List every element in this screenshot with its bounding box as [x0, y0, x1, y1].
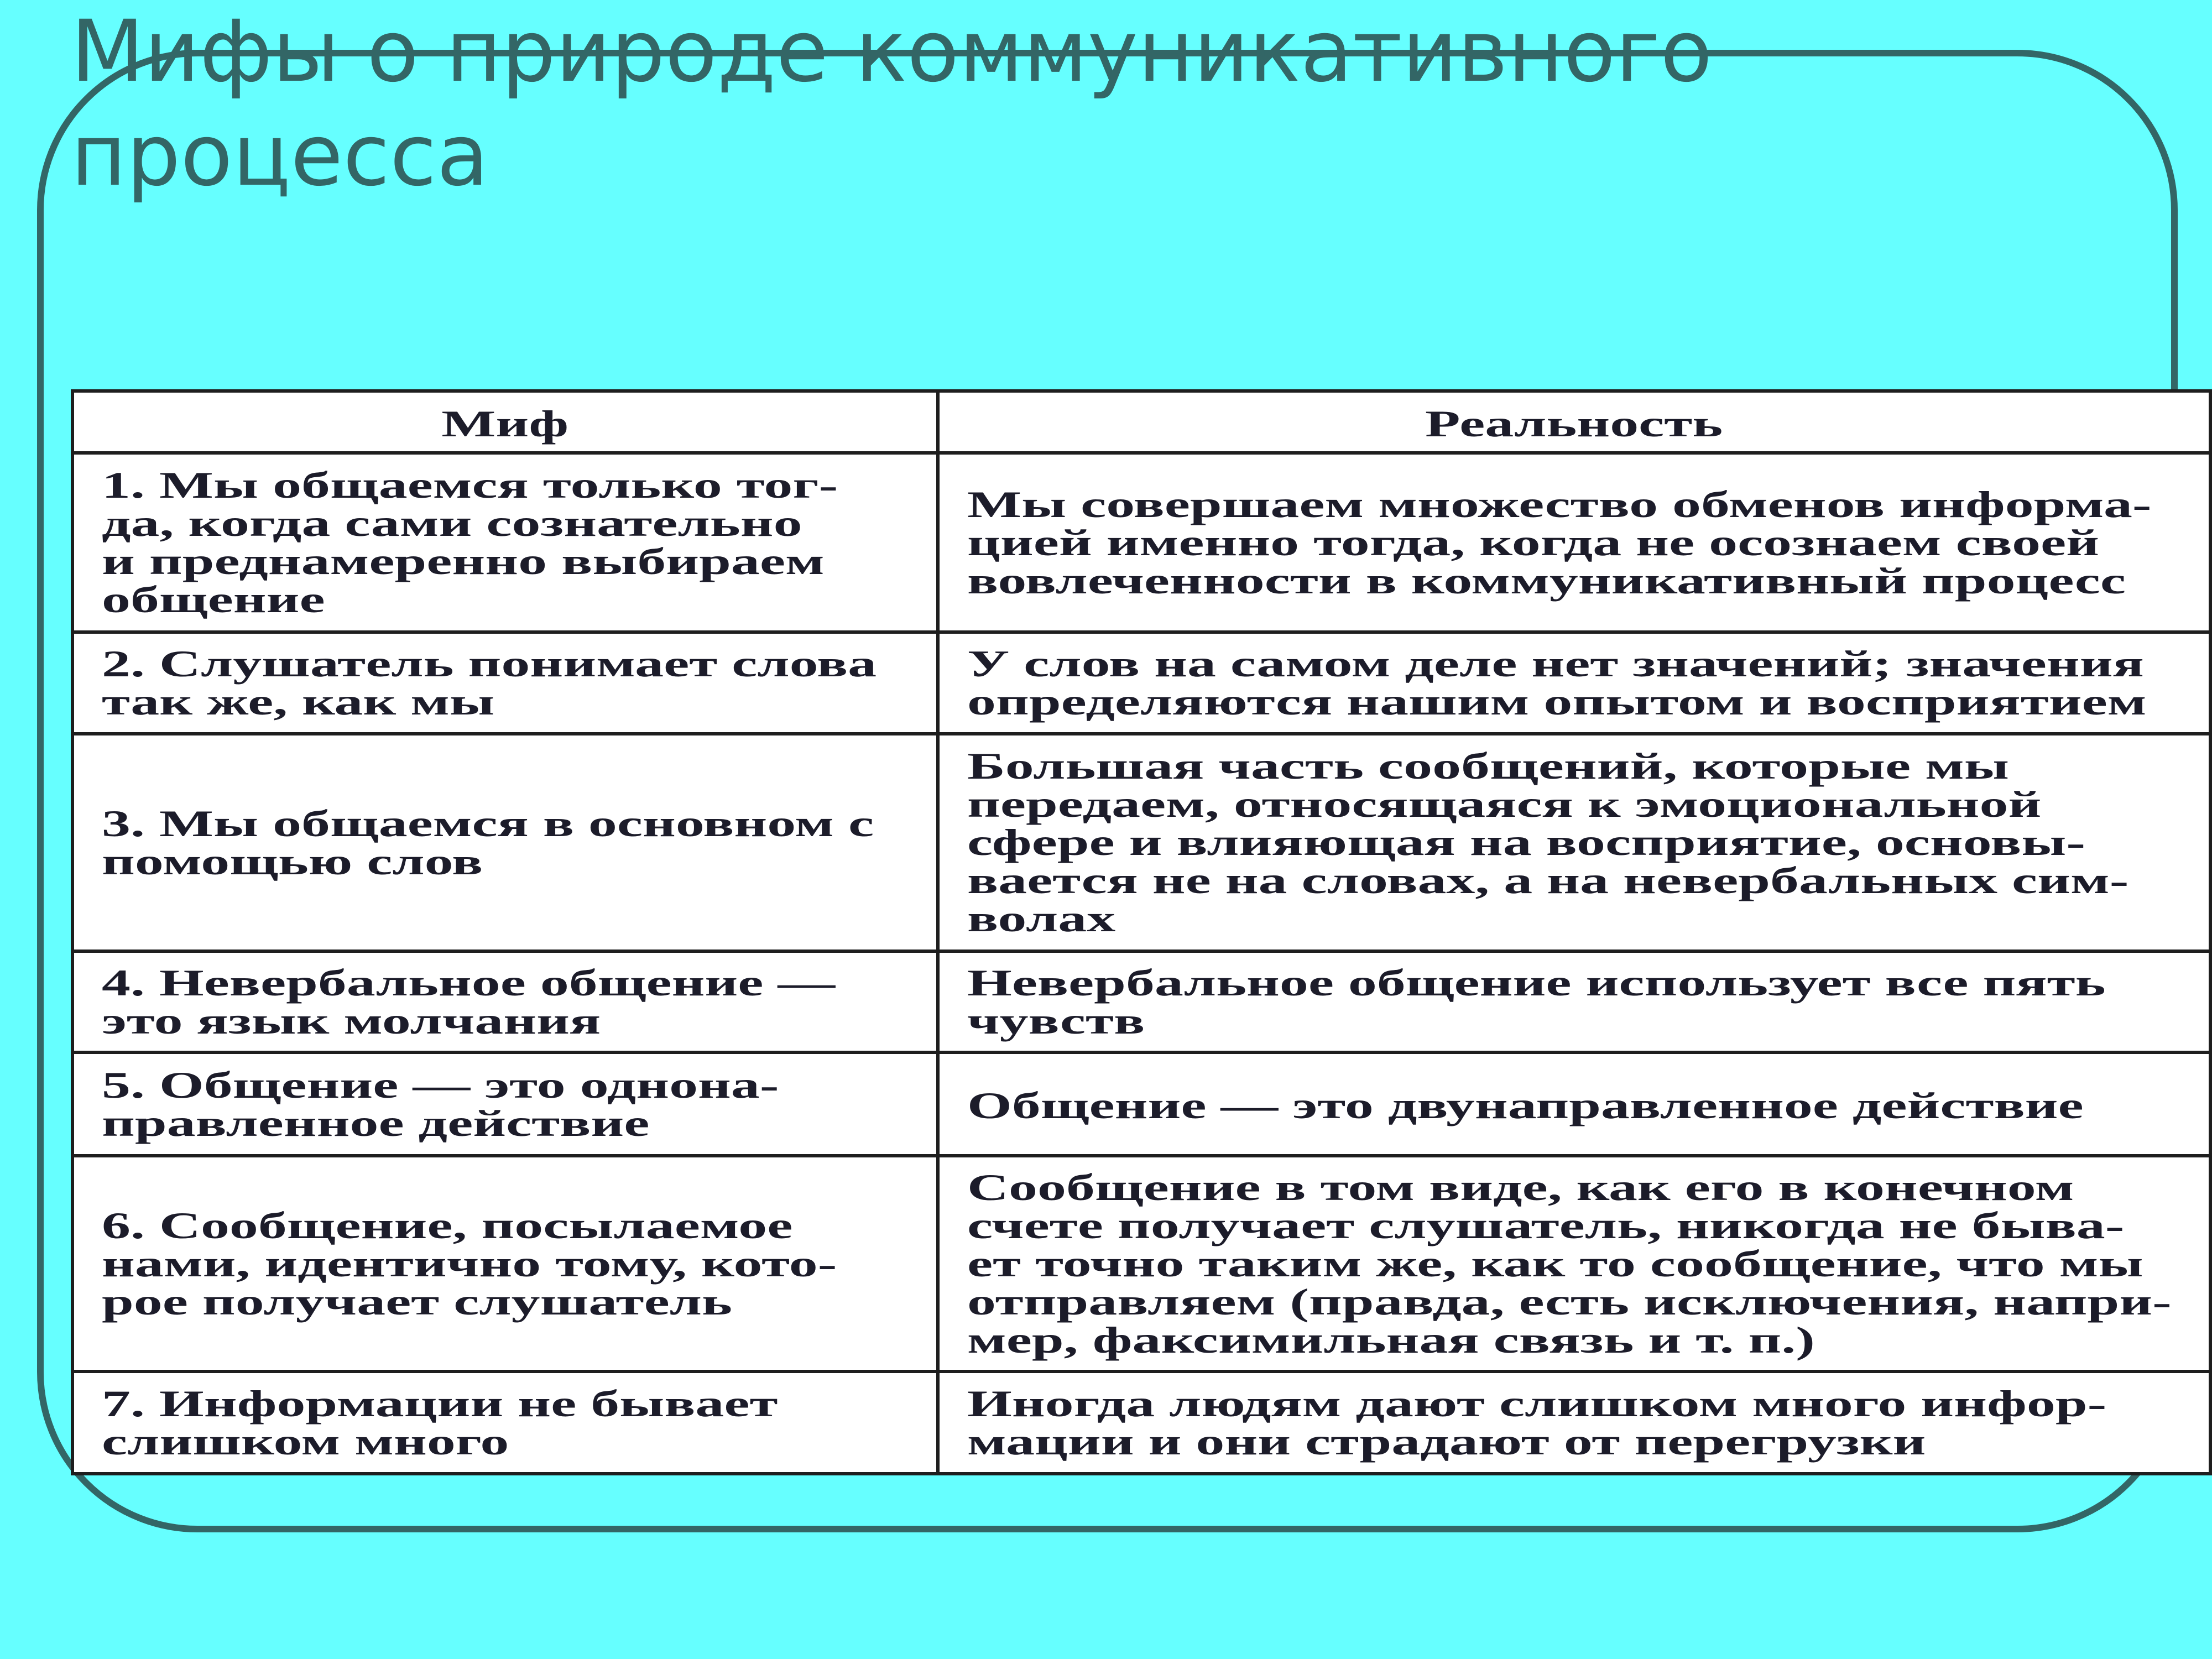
reality-line: Невербальное общение использует все пять [967, 961, 2106, 1004]
reality-line: мации и они страдают от перегрузки [967, 1420, 1926, 1463]
myth-cell [72, 453, 938, 632]
reality-line: Иногда людям дают слишком много инфор- [967, 1382, 2107, 1425]
myth-reality-table [71, 389, 2212, 1475]
table-row [72, 1052, 2210, 1156]
table-row [72, 734, 2210, 951]
reality-line: волах [967, 898, 1116, 940]
reality-cell [938, 951, 2210, 1052]
myth-line: и преднамеренно выбираем [102, 540, 825, 582]
reality-line: Мы совершаем множество обменов информа- [967, 483, 2152, 525]
myth-cell [72, 1156, 938, 1371]
reality-cell [938, 453, 2210, 632]
table-row [72, 453, 2210, 632]
table-row [72, 1156, 2210, 1371]
reality-line: мер, факсимильная связь и т. п.) [967, 1318, 1815, 1361]
myth-line: 4. Невербальное общение — [102, 961, 836, 1004]
reality-line: цией именно тогда, когда не осознаем своей [967, 521, 2100, 564]
reality-cell [938, 1052, 2210, 1156]
myth-line: слишком много [102, 1420, 509, 1463]
myth-line: 6. Сообщение, посылаемое [102, 1204, 793, 1246]
table-row [72, 951, 2210, 1052]
myth-line: 7. Информации не бывает [102, 1382, 778, 1425]
reality-line: вовлеченности в коммуникативный процесс [967, 559, 2126, 602]
header-reality-label: Реальность [1425, 402, 1723, 445]
myth-cell [72, 951, 938, 1052]
table-row [72, 1371, 2210, 1474]
reality-line: сфере и влияющая на восприятие, основы- [967, 821, 2085, 863]
slide-title: Мифы о природе коммуникативного процесса [71, 2, 1713, 205]
myth-cell [72, 632, 938, 734]
reality-cell [938, 1371, 2210, 1474]
reality-line: определяются нашим опытом и восприятием [967, 681, 2147, 723]
header-reality [938, 391, 2210, 453]
header-myth [72, 391, 938, 453]
reality-line: ет точно таким же, как то сообщение, что мы [967, 1242, 2143, 1285]
myth-line: 3. Мы общаемся в основном с [102, 802, 874, 844]
reality-line: вается не на словах, а на невербальных сим- [967, 859, 2129, 901]
reality-line: счете получает слушатель, никогда не быва- [967, 1204, 2125, 1246]
myth-cell [72, 734, 938, 951]
myth-line: нами, идентично тому, кото- [102, 1242, 837, 1285]
myth-line: да, когда сами сознательно [102, 502, 802, 544]
myth-line: общение [102, 578, 325, 620]
reality-line: чувств [967, 999, 1145, 1042]
myth-line: рое получает слушатель [102, 1280, 732, 1323]
myth-line: это язык молчания [102, 999, 601, 1042]
reality-cell [938, 632, 2210, 734]
reality-line: У слов на самом деле нет значений; значения [967, 643, 2144, 685]
myth-line: помощью слов [102, 840, 483, 883]
reality-cell [938, 734, 2210, 951]
header-myth-label: Миф [441, 402, 569, 445]
myth-cell [72, 1371, 938, 1474]
reality-line: Большая часть сообщений, которые мы [967, 745, 2009, 787]
reality-cell [938, 1156, 2210, 1371]
reality-line: передаем, относящаяся к эмоциональной [967, 783, 2042, 825]
table-row [72, 632, 2210, 734]
table-header-row [72, 391, 2210, 453]
myth-line: 1. Мы общаемся только тог- [102, 464, 838, 506]
reality-line: Сообщение в том виде, как его в конечном [967, 1166, 2074, 1208]
myth-line: 5. Общение — это однона- [102, 1063, 779, 1106]
myth-line: 2. Слушатель понимает слова [102, 643, 877, 685]
myth-cell [72, 1052, 938, 1156]
myth-line: правленное действие [102, 1102, 650, 1144]
myth-line: так же, как мы [102, 681, 495, 723]
reality-line: Общение — это двунаправленное действие [967, 1084, 2084, 1127]
reality-line: отправляем (правда, есть исключения, напри- [967, 1280, 2172, 1323]
